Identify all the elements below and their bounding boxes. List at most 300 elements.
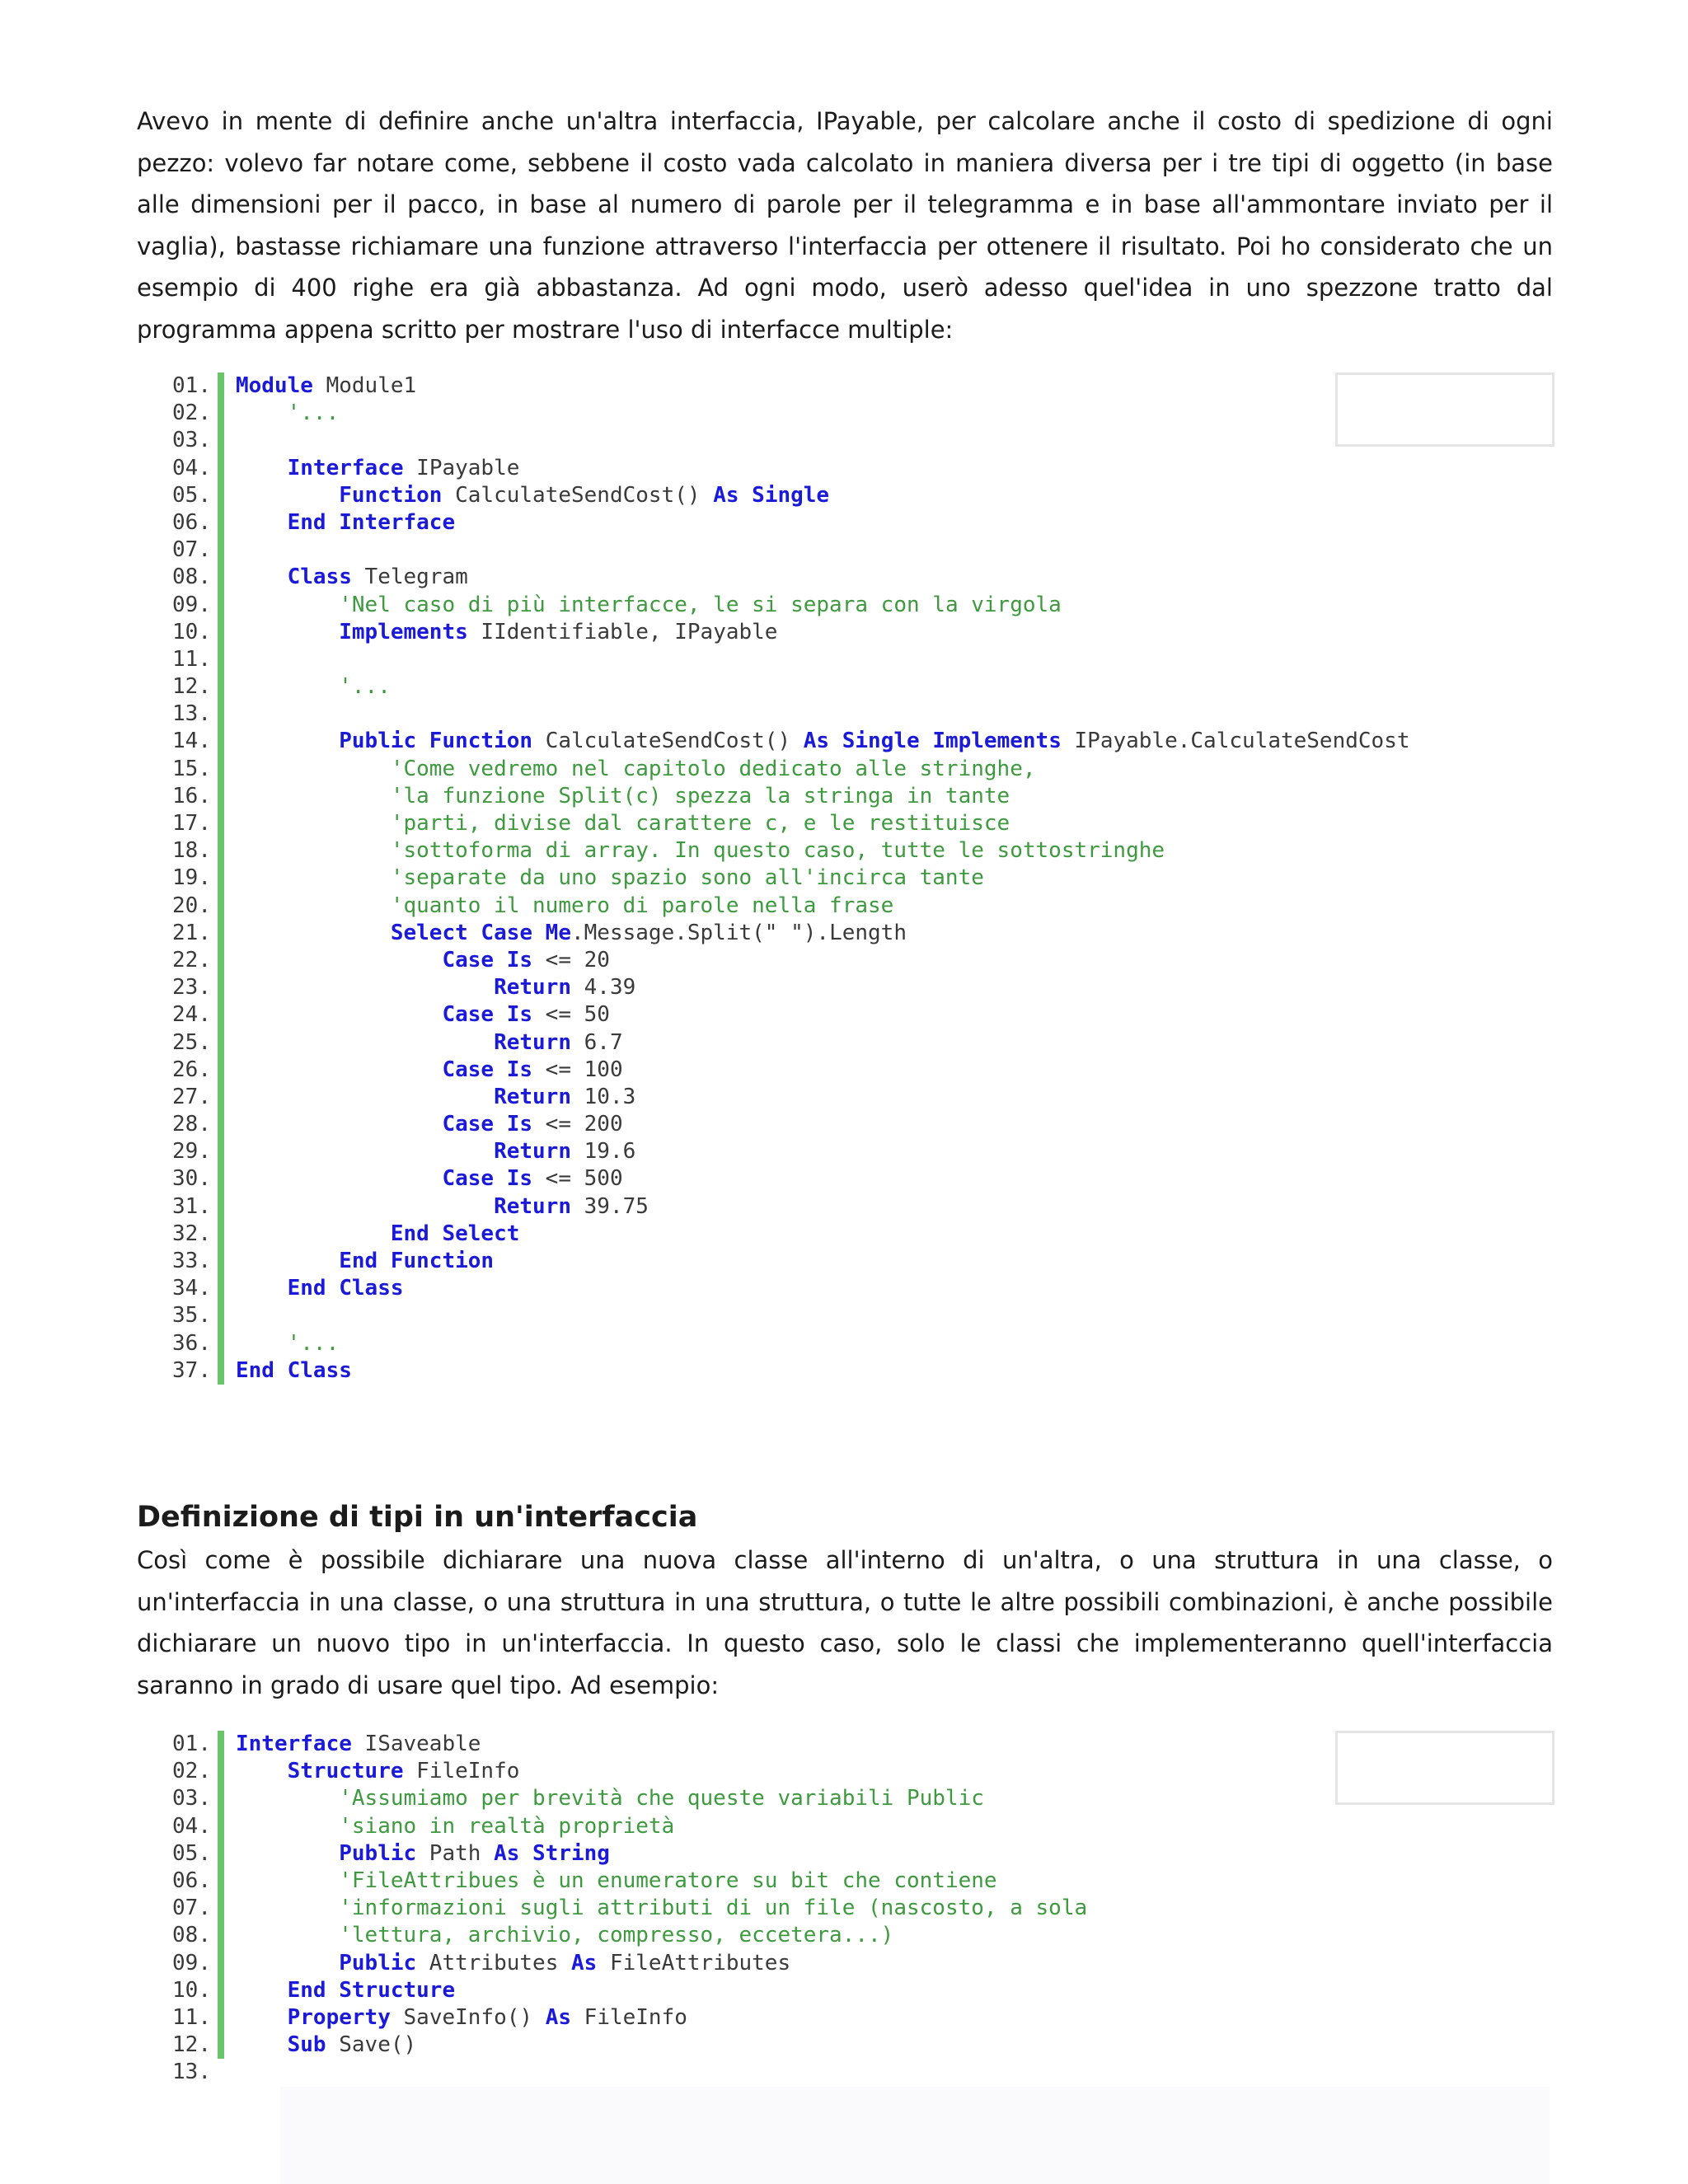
code-text — [236, 2004, 687, 2032]
code-line — [137, 1950, 1554, 1977]
code-keyword: As — [571, 1950, 598, 1975]
gutter-bar — [218, 701, 224, 728]
code-keyword: Function — [339, 482, 443, 508]
code-text — [236, 1758, 519, 1785]
code-keyword: As String — [494, 1840, 610, 1866]
code-text — [236, 947, 610, 974]
code-line — [137, 1868, 1554, 1895]
code-keyword: Case Is — [442, 1002, 533, 1028]
line-number: 01. — [172, 373, 211, 398]
line-number: 16. — [172, 783, 211, 808]
code-line — [137, 509, 1554, 537]
code-comment: '... — [287, 1330, 340, 1356]
gutter-bar — [218, 1840, 224, 1868]
code-comment: '... — [287, 401, 340, 426]
code-line — [137, 865, 1554, 892]
code-text — [236, 564, 468, 591]
code-keyword: As Single Implements — [803, 729, 1062, 754]
line-number: 26. — [172, 1057, 211, 1082]
code-token — [236, 1978, 288, 2003]
code-line — [137, 1357, 1554, 1385]
line-number: 01. — [172, 1732, 211, 1756]
gutter-bar — [218, 646, 224, 673]
code-text — [236, 1165, 623, 1193]
code-token — [236, 1002, 442, 1027]
code-comment: 'Assumiamo per brevità che queste variabili Public — [339, 1786, 984, 1811]
code-text — [236, 1138, 635, 1165]
code-token: CalculateSendCost() — [442, 482, 714, 508]
code-token: Module1 — [312, 373, 417, 398]
code-line — [137, 2032, 1554, 2059]
code-comment: 'siano in realtà proprietà — [339, 1813, 675, 1839]
gutter-bar — [218, 564, 224, 591]
code-token — [236, 483, 339, 508]
code-text — [236, 974, 635, 1001]
code-line — [137, 1895, 1554, 1922]
gutter-bar — [218, 400, 224, 427]
code-text — [236, 673, 391, 701]
code-comment: 'separate da uno spazio sono all'incirca tante — [390, 865, 984, 891]
code-token — [236, 1896, 339, 1920]
code-comment: 'la funzione Split(c) spezza la stringa in tante — [390, 783, 1010, 808]
line-number: 08. — [172, 565, 211, 590]
code-text — [236, 1922, 893, 1949]
line-number: 09. — [172, 1950, 211, 1975]
gutter-bar — [218, 1950, 224, 1977]
line-number: 27. — [172, 1084, 211, 1109]
code-keyword: Implements — [339, 619, 468, 644]
code-keyword: Return — [494, 1084, 571, 1109]
code-token — [236, 1194, 494, 1219]
gutter-bar — [218, 947, 224, 974]
code-comment: 'FileAttribues è un enumeratore su bit che contiene — [339, 1868, 997, 1893]
section-paragraph: Così come è possibile dichiarare una nuova classe all'interno di un'altra, o una struttura in una classe, o un'interfaccia in una classe, o una struttura in una struttura, o tutte le altre possibili combinazioni, è anche possibile dichiarare un nuovo tipo in un'interfaccia. In questo caso, solo le classi che implementeranno quell'interfaccia saranno in grado di usare quel tipo. Ad esempio: — [137, 1546, 1553, 1699]
gutter-bar — [218, 1221, 224, 1248]
line-number: 18. — [172, 838, 211, 864]
code-text — [236, 509, 455, 537]
code-token: 10.3 — [571, 1084, 636, 1109]
code-keyword: As Single — [713, 482, 830, 508]
code-token — [236, 893, 391, 918]
code-token: 39.75 — [571, 1193, 649, 1219]
code-token — [236, 1112, 442, 1137]
code-line — [137, 1057, 1554, 1084]
line-number: 35. — [172, 1303, 211, 1329]
code-token — [236, 1030, 494, 1055]
code-token: FileInfo — [403, 1759, 520, 1784]
line-number: 07. — [172, 1896, 211, 1921]
gutter-bar — [218, 1731, 224, 1758]
line-number: 17. — [172, 811, 211, 836]
code-keyword: End Structure — [287, 1977, 456, 2003]
code-token — [236, 1814, 339, 1839]
code-token — [236, 1166, 442, 1191]
gutter-bar — [218, 865, 224, 892]
line-number: 09. — [172, 592, 211, 617]
code-token: IPayable.CalculateSendCost — [1061, 729, 1410, 754]
code-comment: 'quanto il numero di parole nella frase — [390, 893, 894, 918]
code-token — [236, 1057, 442, 1082]
line-number: 03. — [172, 1786, 211, 1811]
gutter-bar — [218, 1758, 224, 1785]
code-keyword: Return — [494, 1193, 571, 1219]
gutter-bar — [218, 482, 224, 509]
line-number: 24. — [172, 1002, 211, 1028]
code-area-background — [280, 2087, 1550, 2184]
code-token — [236, 1249, 339, 1273]
code-keyword: Public Function — [339, 729, 533, 754]
code-token: 19.6 — [571, 1139, 636, 1165]
section-heading: Definizione di tipi in un'interfaccia — [137, 1501, 698, 1534]
code-keyword: End Interface — [287, 509, 456, 535]
line-number: 13. — [172, 701, 211, 727]
code-text — [236, 756, 1036, 783]
code-token — [236, 1951, 339, 1975]
code-keyword: Case Is — [442, 947, 533, 972]
code-line — [137, 1138, 1554, 1165]
line-number: 34. — [172, 1276, 211, 1301]
code-token: IIdentifiable, IPayable — [467, 619, 778, 644]
gutter-bar — [218, 810, 224, 837]
code-token — [236, 1923, 339, 1947]
code-text — [236, 1977, 455, 2004]
code-token: 4.39 — [571, 975, 636, 1001]
code-line — [137, 728, 1554, 755]
line-number: 23. — [172, 975, 211, 1001]
code-comment: '... — [339, 674, 391, 700]
line-number: 31. — [172, 1193, 211, 1219]
line-number: 04. — [172, 455, 211, 480]
code-text — [236, 1193, 649, 1221]
code-keyword: Class — [287, 565, 352, 590]
code-line — [137, 810, 1554, 837]
gutter-bar — [218, 1138, 224, 1165]
gutter-bar — [218, 1165, 224, 1193]
gutter-bar — [218, 1895, 224, 1922]
code-text — [236, 728, 1410, 755]
code-keyword: End Function — [339, 1249, 495, 1273]
code-token: Path — [416, 1840, 495, 1866]
line-number: 03. — [172, 428, 211, 453]
code-token — [236, 1841, 339, 1866]
code-keyword: Interface — [287, 455, 404, 480]
gutter-bar — [218, 1785, 224, 1812]
code-text — [236, 1840, 610, 1868]
code-line — [137, 619, 1554, 646]
code-line — [137, 482, 1554, 509]
code-toolbar-box[interactable] — [1335, 373, 1554, 447]
code-text — [236, 1221, 519, 1248]
code-line — [137, 1193, 1554, 1221]
code-comment: 'informazioni sugli attributi di un file (nascosto, a sola — [339, 1896, 1088, 1921]
code-text — [236, 1895, 1087, 1922]
code-line — [137, 1813, 1554, 1840]
code-line — [137, 2059, 1554, 2086]
code-keyword: Return — [494, 975, 571, 1001]
line-number: 22. — [172, 947, 211, 972]
code-token — [236, 456, 288, 480]
line-number: 14. — [172, 729, 211, 754]
code-text — [236, 1111, 623, 1138]
line-number: 08. — [172, 1923, 211, 1948]
gutter-bar — [218, 592, 224, 619]
code-keyword: Case Is — [442, 1166, 533, 1192]
code-token: FileInfo — [571, 2004, 687, 2030]
code-line — [137, 1029, 1554, 1057]
code-line — [137, 1922, 1554, 1949]
code-toolbar-box[interactable] — [1335, 1731, 1554, 1805]
gutter-bar — [218, 619, 224, 646]
gutter-bar — [218, 455, 224, 482]
intro-paragraph: Avevo in mente di definire anche un'altra interfaccia, IPayable, per calcolare anche il costo di spedizione di ogni pezzo: volevo far notare come, sebbene il costo vada calcolato in maniera diversa per i tre tipi di oggetto (in base alle dimensioni per il pacco, in base al numero di parole per il telegramma e in base all'ammontare inviato per il vaglia), bastasse richiamare una funzione attraverso l'interfaccia per ottenere il risultato. Poi ho considerato che un esempio di 400 righe era già abbastanza. Ad ogni modo, userò adesso quel'idea in uno spezzone tratto dal programma appena scritto per mostrare l'uso di interfacce multiple: — [137, 107, 1553, 344]
code-token — [236, 401, 288, 425]
gutter-bar — [218, 2032, 224, 2059]
code-line — [137, 893, 1554, 920]
gutter-bar — [218, 373, 224, 400]
code-line — [137, 2004, 1554, 2032]
gutter-bar — [218, 920, 224, 947]
code-token — [236, 1139, 494, 1164]
code-token: <= 50 — [532, 1002, 610, 1028]
gutter-bar — [218, 509, 224, 537]
gutter-bar — [218, 1302, 224, 1329]
line-number: 37. — [172, 1357, 211, 1383]
code-comment: 'sottoforma di array. In questo caso, tutte le sottostringhe — [390, 838, 1165, 864]
gutter-bar — [218, 1248, 224, 1275]
code-token — [236, 565, 288, 589]
line-number: 19. — [172, 865, 211, 891]
code-token — [236, 784, 391, 808]
code-text — [236, 2032, 416, 2059]
code-token — [236, 729, 339, 753]
code-keyword: As — [545, 2004, 572, 2030]
gutter-bar — [218, 974, 224, 1001]
code-keyword: Structure — [287, 1759, 404, 1784]
code-comment: 'lettura, archivio, compresso, eccetera...) — [339, 1923, 894, 1948]
line-number: 04. — [172, 1813, 211, 1839]
code-line — [137, 1275, 1554, 1302]
gutter-bar — [218, 1813, 224, 1840]
code-text — [236, 1029, 623, 1057]
code-token — [236, 1221, 391, 1246]
gutter-bar — [218, 2004, 224, 2032]
line-number: 13. — [172, 2060, 211, 2085]
code-keyword: End Select — [390, 1221, 520, 1246]
code-line — [137, 455, 1554, 482]
code-comment: 'parti, divise dal carattere c, e le restituisce — [390, 811, 1010, 836]
gutter-bar — [218, 1868, 224, 1895]
code-line — [137, 1977, 1554, 2004]
code-text — [236, 783, 1010, 810]
code-keyword: Case Is — [442, 1112, 533, 1137]
code-token — [236, 921, 391, 945]
code-token: <= 20 — [532, 947, 610, 972]
code-text — [236, 920, 907, 947]
code-token: ISaveable — [351, 1732, 481, 1756]
line-number: 36. — [172, 1330, 211, 1356]
code-line — [137, 837, 1554, 865]
code-keyword: Property — [287, 2004, 391, 2030]
code-line — [137, 1221, 1554, 1248]
code-text — [236, 400, 339, 427]
code-token: FileAttributes — [597, 1950, 791, 1975]
line-number: 05. — [172, 482, 211, 508]
gutter-bar — [218, 1057, 224, 1084]
code-keyword: Sub — [287, 2032, 326, 2058]
gutter-bar — [218, 783, 224, 810]
code-token — [236, 948, 442, 972]
line-number: 06. — [172, 509, 211, 535]
line-number: 11. — [172, 646, 211, 672]
gutter-bar — [218, 1357, 224, 1385]
code-line — [137, 1084, 1554, 1111]
code-line — [137, 1111, 1554, 1138]
gutter-bar — [218, 756, 224, 783]
code-keyword: Interface — [236, 1732, 352, 1756]
gutter-bar — [218, 427, 224, 454]
code-line — [137, 701, 1554, 728]
code-text — [236, 1868, 997, 1895]
code-line — [137, 1840, 1554, 1868]
line-number: 21. — [172, 920, 211, 945]
code-token — [236, 510, 288, 535]
line-number: 10. — [172, 619, 211, 644]
code-token — [236, 865, 391, 890]
line-number: 05. — [172, 1840, 211, 1866]
code-text — [236, 837, 1165, 865]
code-token — [236, 1786, 339, 1811]
code-text — [236, 1785, 984, 1812]
code-text — [236, 1813, 674, 1840]
code-comment: 'Come vedremo nel capitolo dedicato alle stringhe, — [390, 756, 1036, 781]
line-number: 12. — [172, 674, 211, 700]
code-line — [137, 783, 1554, 810]
code-line — [137, 646, 1554, 673]
gutter-bar — [218, 1922, 224, 1949]
line-number: 32. — [172, 1221, 211, 1246]
code-keyword: Public — [339, 1950, 417, 1975]
code-line — [137, 564, 1554, 591]
code-token — [236, 975, 494, 1000]
code-keyword: End Class — [287, 1276, 404, 1301]
code-line — [137, 592, 1554, 619]
code-token: IPayable — [403, 455, 520, 480]
code-text — [236, 1275, 404, 1302]
line-number: 20. — [172, 893, 211, 918]
code-token: .Message.Split(" ").Length — [571, 920, 907, 945]
gutter-bar — [218, 1001, 224, 1029]
code-keyword: Module — [236, 373, 313, 398]
gutter-bar — [218, 1029, 224, 1057]
code-line — [137, 947, 1554, 974]
code-text — [236, 482, 829, 509]
code-text — [236, 1950, 790, 1977]
code-line — [137, 920, 1554, 947]
line-number: 25. — [172, 1029, 211, 1055]
code-token: Save() — [326, 2032, 417, 2058]
code-token: SaveInfo() — [390, 2004, 546, 2030]
code-token — [236, 2005, 288, 2030]
line-number: 29. — [172, 1139, 211, 1165]
gutter-bar — [218, 1084, 224, 1111]
code-token — [236, 1759, 288, 1783]
code-keyword: Return — [494, 1029, 571, 1055]
code-token — [236, 593, 339, 617]
code-token — [236, 757, 391, 781]
code-text — [236, 1357, 352, 1385]
code-token — [236, 1331, 288, 1356]
code-token: CalculateSendCost() — [532, 729, 804, 754]
code-line — [137, 1001, 1554, 1029]
code-text — [236, 1057, 623, 1084]
code-token — [236, 838, 391, 863]
line-number: 11. — [172, 2004, 211, 2030]
code-text — [236, 592, 1062, 619]
line-number: 33. — [172, 1249, 211, 1273]
code-keyword: Select Case Me — [390, 920, 571, 945]
gutter-bar — [218, 1193, 224, 1221]
code-text — [236, 1248, 494, 1275]
gutter-bar — [218, 1977, 224, 2004]
code-token — [236, 1085, 494, 1109]
code-text — [236, 865, 984, 892]
gutter-bar — [218, 837, 224, 865]
code-comment: 'Nel caso di più interfacce, le si separa con la virgola — [339, 592, 1062, 617]
gutter-bar — [218, 1275, 224, 1302]
code-text — [236, 455, 519, 482]
code-line — [137, 974, 1554, 1001]
code-line — [137, 673, 1554, 701]
code-block-1 — [137, 373, 1554, 1385]
code-keyword: Case Is — [442, 1057, 533, 1082]
code-token: <= 100 — [532, 1057, 623, 1082]
gutter-bar — [218, 893, 224, 920]
gutter-bar — [218, 1111, 224, 1138]
code-text — [236, 810, 1010, 837]
code-keyword: Return — [494, 1139, 571, 1165]
line-number: 12. — [172, 2032, 211, 2058]
code-text — [236, 619, 777, 646]
code-token — [236, 1868, 339, 1893]
gutter-bar — [218, 673, 224, 701]
line-number: 02. — [172, 1759, 211, 1784]
code-line — [137, 756, 1554, 783]
code-line — [137, 1302, 1554, 1329]
code-text — [236, 1001, 610, 1029]
code-token: <= 500 — [532, 1166, 623, 1192]
code-line — [137, 1165, 1554, 1193]
code-text — [236, 1731, 481, 1758]
line-number: 28. — [172, 1112, 211, 1137]
line-number: 10. — [172, 1977, 211, 2003]
gutter-bar — [218, 1330, 224, 1357]
code-keyword: End Class — [236, 1357, 352, 1383]
gutter-bar — [218, 728, 224, 755]
gutter-bar — [218, 2059, 224, 2086]
code-token — [236, 674, 339, 699]
line-number: 06. — [172, 1868, 211, 1893]
code-token — [236, 620, 339, 644]
code-token: Attributes — [416, 1950, 571, 1975]
code-token: Telegram — [351, 565, 468, 590]
code-text — [236, 1084, 635, 1111]
code-keyword: Public — [339, 1840, 417, 1866]
line-number: 07. — [172, 537, 211, 563]
code-line — [137, 537, 1554, 564]
code-token: <= 200 — [532, 1112, 623, 1137]
code-line — [137, 1248, 1554, 1275]
code-token: 6.7 — [571, 1029, 623, 1055]
